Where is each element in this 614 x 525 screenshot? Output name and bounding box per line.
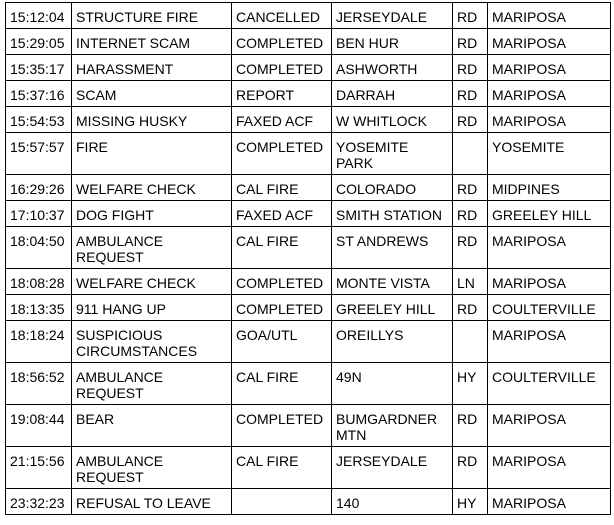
street-suffix-cell: RD: [453, 405, 488, 447]
call-time-cell: 18:04:50: [6, 227, 72, 269]
call-time-cell: 15:29:05: [6, 29, 72, 55]
street-cell: DARRAH: [332, 81, 453, 107]
street-cell: OREILLYS: [332, 321, 453, 363]
street-cell: COLORADO: [332, 175, 453, 201]
call-time-cell: 15:57:57: [6, 133, 72, 175]
disposition-cell: FAXED ACF: [232, 201, 332, 227]
street-suffix-cell: RD: [453, 227, 488, 269]
table-row: [6, 363, 611, 405]
call-time-cell: 18:56:52: [6, 363, 72, 405]
call-time-cell: 15:12:04: [6, 3, 72, 29]
call-time-cell: 21:15:56: [6, 447, 72, 489]
city-cell: MARIPOSA: [488, 55, 611, 81]
call-type-cell: WELFARE CHECK: [72, 175, 232, 201]
call-log-table: [5, 2, 611, 515]
table-row: [6, 3, 611, 29]
disposition-cell: [232, 489, 332, 515]
street-suffix-cell: RD: [453, 29, 488, 55]
disposition-cell: CANCELLED: [232, 3, 332, 29]
call-type-cell: WELFARE CHECK: [72, 269, 232, 295]
street-suffix-cell: RD: [453, 295, 488, 321]
call-type-cell: SUSPICIOUS CIRCUMSTANCES: [72, 321, 232, 363]
disposition-cell: CAL FIRE: [232, 363, 332, 405]
city-cell: MARIPOSA: [488, 405, 611, 447]
disposition-cell: CAL FIRE: [232, 447, 332, 489]
city-cell: MARIPOSA: [488, 107, 611, 133]
street-cell: YOSEMITE PARK: [332, 133, 453, 175]
street-cell: BUMGARDNER MTN: [332, 405, 453, 447]
city-cell: MARIPOSA: [488, 3, 611, 29]
call-type-cell: SCAM: [72, 81, 232, 107]
street-suffix-cell: RD: [453, 447, 488, 489]
city-cell: MARIPOSA: [488, 489, 611, 515]
call-time-cell: 23:32:23: [6, 489, 72, 515]
street-cell: 49N: [332, 363, 453, 405]
call-type-cell: DOG FIGHT: [72, 201, 232, 227]
city-cell: MARIPOSA: [488, 269, 611, 295]
street-cell: ST ANDREWS: [332, 227, 453, 269]
call-type-cell: INTERNET SCAM: [72, 29, 232, 55]
street-suffix-cell: RD: [453, 3, 488, 29]
table-row: [6, 55, 611, 81]
street-suffix-cell: RD: [453, 81, 488, 107]
call-time-cell: 15:54:53: [6, 107, 72, 133]
call-time-cell: 15:35:17: [6, 55, 72, 81]
disposition-cell: CAL FIRE: [232, 175, 332, 201]
table-row: [6, 321, 611, 363]
street-suffix-cell: LN: [453, 269, 488, 295]
street-suffix-cell: HY: [453, 489, 488, 515]
street-cell: W WHITLOCK: [332, 107, 453, 133]
disposition-cell: COMPLETED: [232, 133, 332, 175]
table-row: [6, 81, 611, 107]
disposition-cell: COMPLETED: [232, 269, 332, 295]
city-cell: MARIPOSA: [488, 81, 611, 107]
table-row: [6, 175, 611, 201]
city-cell: GREELEY HILL: [488, 201, 611, 227]
table-row: [6, 447, 611, 489]
city-cell: MIDPINES: [488, 175, 611, 201]
call-time-cell: 18:08:28: [6, 269, 72, 295]
call-type-cell: AMBULANCE REQUEST: [72, 447, 232, 489]
street-cell: JERSEYDALE: [332, 3, 453, 29]
call-time-cell: 19:08:44: [6, 405, 72, 447]
street-cell: ASHWORTH: [332, 55, 453, 81]
call-type-cell: BEAR: [72, 405, 232, 447]
call-time-cell: 18:13:35: [6, 295, 72, 321]
street-cell: SMITH STATION: [332, 201, 453, 227]
table-row: [6, 269, 611, 295]
street-cell: JERSEYDALE: [332, 447, 453, 489]
call-time-cell: 18:18:24: [6, 321, 72, 363]
call-type-cell: REFUSAL TO LEAVE: [72, 489, 232, 515]
city-cell: COULTERVILLE: [488, 295, 611, 321]
call-type-cell: FIRE: [72, 133, 232, 175]
street-suffix-cell: RD: [453, 201, 488, 227]
disposition-cell: FAXED ACF: [232, 107, 332, 133]
city-cell: COULTERVILLE: [488, 363, 611, 405]
call-time-cell: 15:37:16: [6, 81, 72, 107]
street-cell: 140: [332, 489, 453, 515]
call-type-cell: STRUCTURE FIRE: [72, 3, 232, 29]
city-cell: MARIPOSA: [488, 29, 611, 55]
street-suffix-cell: RD: [453, 107, 488, 133]
street-suffix-cell: [453, 321, 488, 363]
disposition-cell: GOA/UTL: [232, 321, 332, 363]
table-row: [6, 405, 611, 447]
disposition-cell: CAL FIRE: [232, 227, 332, 269]
city-cell: YOSEMITE: [488, 133, 611, 175]
call-time-cell: 16:29:26: [6, 175, 72, 201]
city-cell: MARIPOSA: [488, 447, 611, 489]
city-cell: MARIPOSA: [488, 227, 611, 269]
street-suffix-cell: RD: [453, 175, 488, 201]
disposition-cell: COMPLETED: [232, 295, 332, 321]
street-cell: GREELEY HILL: [332, 295, 453, 321]
call-type-cell: AMBULANCE REQUEST: [72, 363, 232, 405]
disposition-cell: COMPLETED: [232, 55, 332, 81]
table-row: [6, 29, 611, 55]
disposition-cell: COMPLETED: [232, 405, 332, 447]
street-suffix-cell: HY: [453, 363, 488, 405]
call-type-cell: AMBULANCE REQUEST: [72, 227, 232, 269]
street-suffix-cell: [453, 133, 488, 175]
table-row: [6, 295, 611, 321]
table-row: [6, 227, 611, 269]
disposition-cell: COMPLETED: [232, 29, 332, 55]
city-cell: MARIPOSA: [488, 321, 611, 363]
street-suffix-cell: RD: [453, 55, 488, 81]
table-row: [6, 107, 611, 133]
street-cell: MONTE VISTA: [332, 269, 453, 295]
call-type-cell: 911 HANG UP: [72, 295, 232, 321]
table-row: [6, 201, 611, 227]
call-time-cell: 17:10:37: [6, 201, 72, 227]
disposition-cell: REPORT: [232, 81, 332, 107]
table-row: [6, 133, 611, 175]
call-type-cell: HARASSMENT: [72, 55, 232, 81]
table-row: [6, 489, 611, 515]
call-type-cell: MISSING HUSKY: [72, 107, 232, 133]
call-log-body: [6, 3, 611, 515]
street-cell: BEN HUR: [332, 29, 453, 55]
